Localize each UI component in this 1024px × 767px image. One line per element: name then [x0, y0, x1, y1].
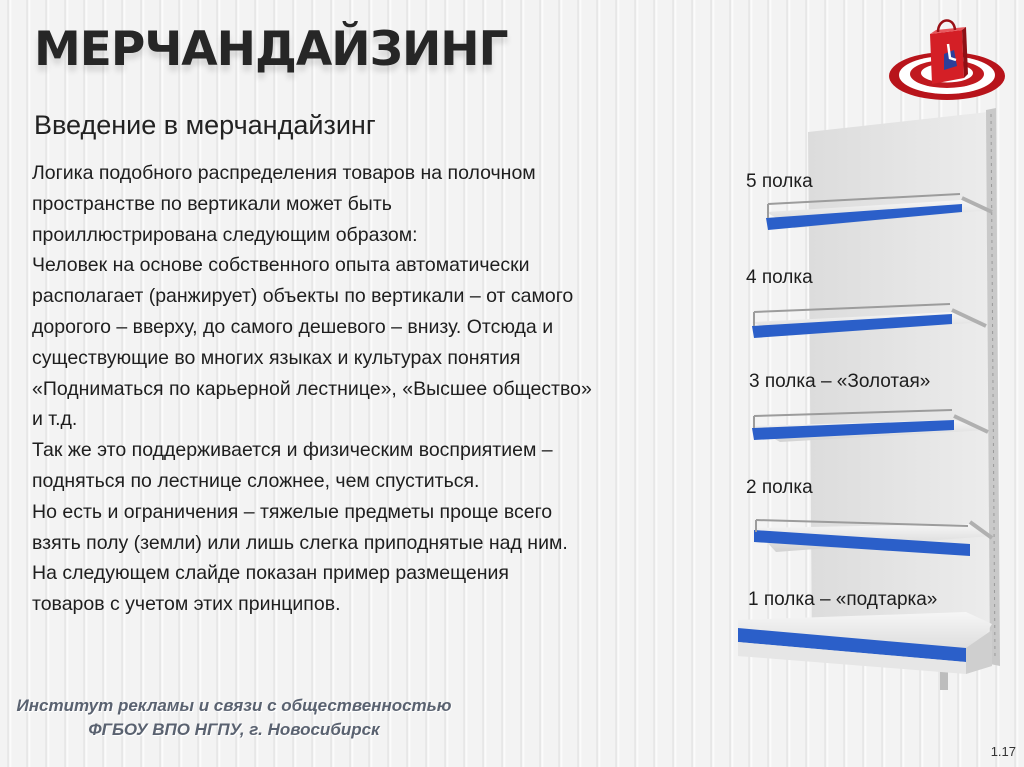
body-line: пространстве по вертикали может быть — [32, 192, 392, 215]
slide-subtitle: Введение в мерчандайзинг — [34, 110, 376, 140]
body-line: товаров с учетом этих принципов. — [32, 593, 341, 616]
body-line: Человек на основе собственного опыта автоматически — [32, 254, 530, 277]
body-line: Логика подобного распределения товаров на полочном — [32, 162, 536, 184]
body-line: и т.д. — [32, 408, 78, 431]
footer — [0, 694, 468, 742]
body-line: взять полу (земли) или лишь слегка приподнятые над ним. — [32, 531, 568, 554]
body-line: подняться по лестнице сложнее, чем спуститься. — [32, 469, 480, 492]
shelf-2-label: 2 полка — [746, 477, 813, 498]
shelf-3-label: 3 полка – «Золотая» — [749, 371, 931, 392]
shelf-1-graphic — [738, 612, 992, 674]
footer-university: ФГБОУ ВПО НГПУ, г. Новосибирск — [88, 720, 380, 739]
body-line: проиллюстрирована следующим образом: — [32, 223, 418, 246]
slide-title: МЕРЧАНДАЙЗИНГ — [34, 22, 508, 77]
body-line: Так же это поддерживается и физическим восприятием – — [32, 439, 553, 462]
body-line: дорогого – вверху, до самого дешевого – внизу. Отсюда и — [32, 315, 554, 338]
footer-institute: Институт рекламы и связи с общественностью — [16, 696, 452, 715]
shelf-1-label: 1 полка – «подтарка» — [748, 589, 938, 610]
body-line: «Подниматься по карьерной лестнице», «Высшее общество» — [32, 377, 592, 400]
body-line: существующие во многих языках и культурах понятия — [32, 346, 521, 369]
target-shopping-bag-icon — [884, 14, 1010, 102]
body-text — [32, 158, 702, 620]
body-line: На следующем слайде показан пример размещения — [32, 562, 509, 585]
body-line: Но есть и ограничения – тяжелые предметы проще всего — [32, 500, 553, 523]
shelf-5-label: 5 полка — [746, 171, 813, 192]
body-line: располагает (ранжирует) объекты по вертикали – от самого — [32, 285, 574, 308]
shelf-4-label: 4 полка — [746, 267, 813, 288]
slide-number: 1.17 — [990, 744, 1016, 759]
